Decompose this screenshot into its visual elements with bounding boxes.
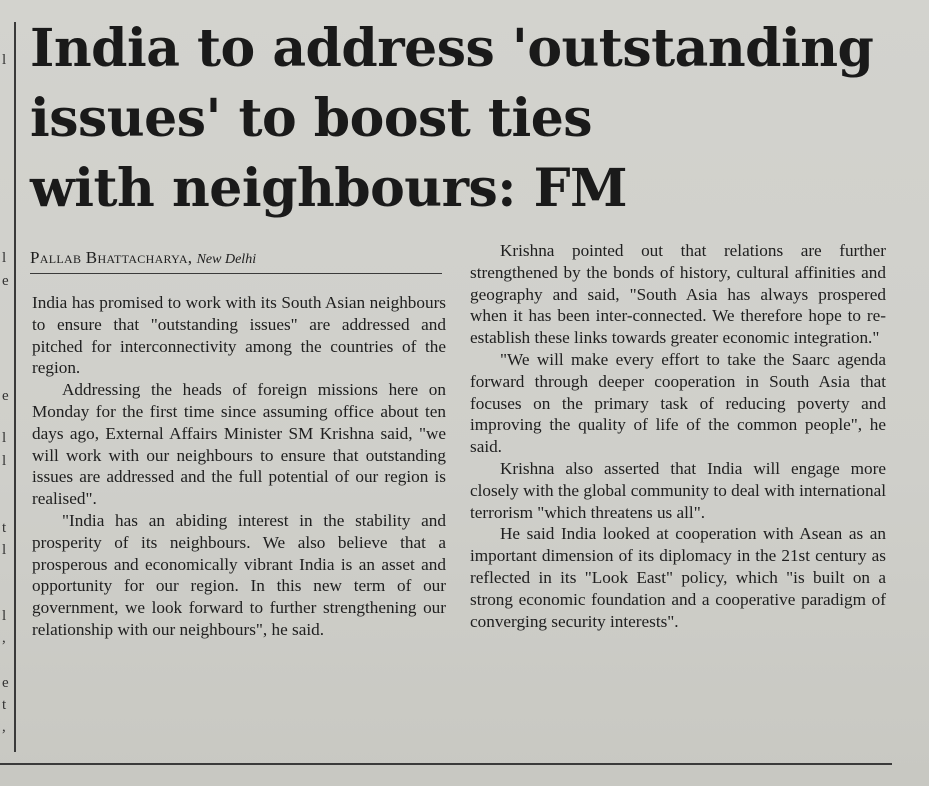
margin-fragment: l bbox=[2, 430, 7, 446]
byline-rule bbox=[30, 273, 442, 274]
paragraph: "India has an abiding interest in the stability and prosperity of its neighbours. We also believe that a prosperous and economically vibrant India is an asset and opportunity for our region. In this new term of our government, we look forward to further strengthening our relationship with our neighbours", he said. bbox=[32, 510, 446, 639]
margin-fragment: , bbox=[2, 630, 6, 646]
paragraph: India has promised to work with its South Asian neighbours to ensure that "outstanding issues" are addressed and pitched for interconnectivity among the countries of the region. bbox=[32, 293, 446, 378]
paragraph: He said India looked at cooperation with Asean as an important dimension of its diplomacy in the 21st century as reflected in its "Look East" policy, which "is built on a strong economic foundation and a cooperative paradigm of converging security interests". bbox=[470, 524, 886, 631]
article-column-right bbox=[470, 240, 886, 632]
adjacent-column-fragments bbox=[0, 0, 12, 786]
margin-fragment: e bbox=[2, 675, 9, 691]
paragraph: "We will make every effort to take the Saarc agenda forward through deeper cooperation in South Asia that focuses on the primary task of reducing poverty and improving the quality of life of the common people", he said. bbox=[470, 349, 886, 457]
paragraph: Krishna also asserted that India will engage more closely with the global community to deal with international terrorism "which threatens us all". bbox=[470, 458, 886, 522]
article-column-left bbox=[32, 292, 446, 641]
margin-fragment: l bbox=[2, 608, 7, 624]
margin-fragment: l bbox=[2, 542, 7, 558]
paragraph: Krishna pointed out that relations are further strengthened by the bonds of history, cultural affinities and geography and said, "South Asia has always prospered when it has been inter-connected. We therefore hope to reestablish these links towards greater economic integration." bbox=[470, 241, 886, 348]
headline-line: issues' to boost ties bbox=[30, 88, 593, 149]
margin-fragment: t bbox=[2, 520, 7, 536]
margin-fragment: l bbox=[2, 52, 7, 68]
byline bbox=[30, 248, 442, 268]
margin-fragment: l bbox=[2, 250, 7, 266]
headline-line: with neighbours: FM bbox=[30, 158, 628, 219]
margin-fragment: l bbox=[2, 453, 7, 469]
margin-fragment: t bbox=[2, 697, 7, 713]
headline-line: India to address 'outstanding bbox=[30, 18, 874, 79]
paragraph: Addressing the heads of foreign missions here on Monday for the first time since assuming office about ten days ago, External Affairs Minister SM Krishna said, "we will work with our neighbours to ensure that outstanding issues are addressed and the full potential of our region is realised". bbox=[32, 380, 446, 509]
bottom-rule bbox=[0, 763, 892, 765]
byline-author: Pallab Bhattacharya, bbox=[30, 248, 193, 267]
margin-fragment: e bbox=[2, 273, 9, 289]
byline-location: New Delhi bbox=[196, 252, 257, 267]
margin-fragment: e bbox=[2, 388, 9, 404]
margin-fragment: , bbox=[2, 719, 6, 735]
headline bbox=[30, 14, 920, 224]
column-divider-rule bbox=[14, 22, 16, 752]
